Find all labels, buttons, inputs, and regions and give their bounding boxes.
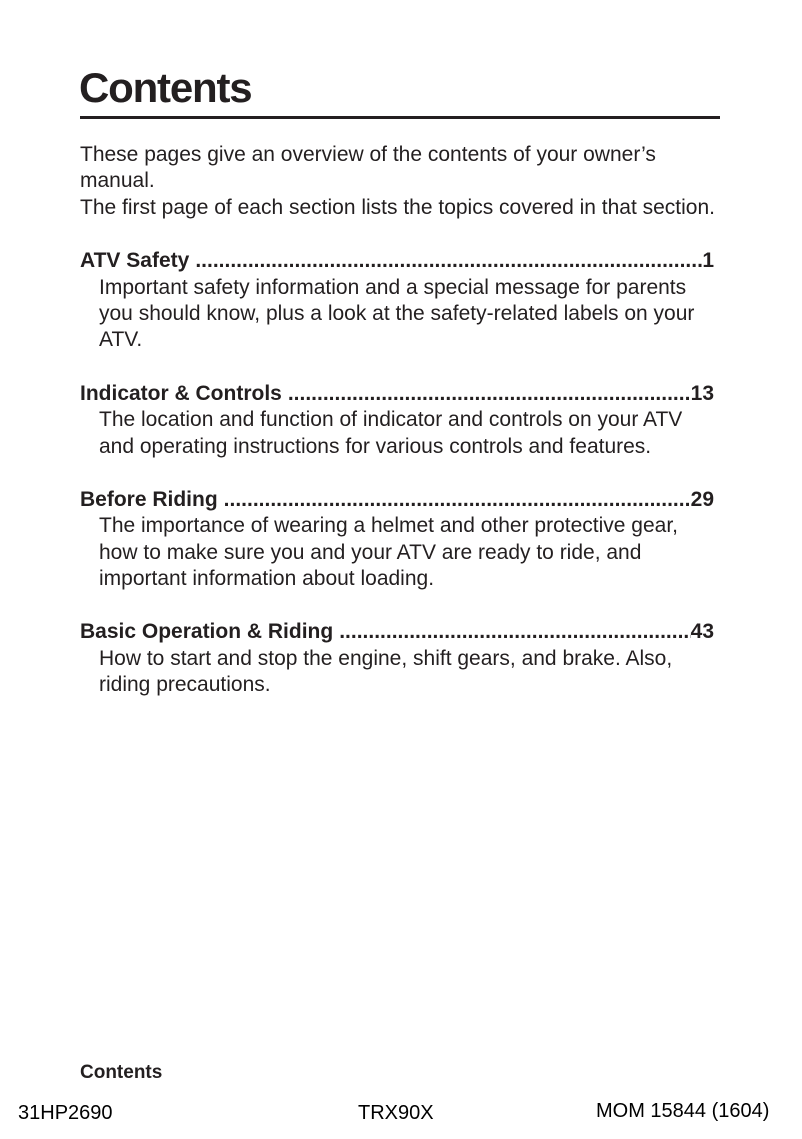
page-title: Contents	[79, 64, 252, 111]
toc-entry	[80, 487, 714, 513]
toc-entry-description	[80, 513, 720, 592]
toc-entry	[80, 619, 714, 645]
description-line: important information about loading.	[99, 567, 435, 591]
toc-entry-page-number: 43	[690, 620, 714, 644]
description-line: The importance of wearing a helmet and other protective gear,	[99, 514, 678, 538]
model-code: TRX90X	[358, 1102, 434, 1124]
toc-entry-title: ATV Safety	[80, 249, 190, 273]
toc-entry-description	[80, 275, 720, 354]
description-line: The location and function of indicator and controls on your ATV	[99, 408, 683, 432]
intro-line: manual.	[80, 169, 155, 193]
manual-code: MOM 15844 (1604)	[596, 1100, 770, 1122]
toc-entry-page-number: 1	[702, 249, 714, 273]
part-number: 31HP2690	[18, 1102, 113, 1124]
toc-entry-description	[80, 407, 720, 460]
toc-entry-title: Indicator & Controls	[80, 381, 282, 405]
toc-entry-title: Before Riding	[80, 487, 218, 511]
dot-leader	[339, 619, 690, 645]
description-line: ATV.	[99, 328, 143, 352]
description-line: Important safety information and a special message for parents	[99, 275, 687, 299]
intro-line: The first page of each section lists the topics covered in that section.	[80, 195, 716, 219]
toc-section-atv-safety	[80, 248, 720, 354]
toc-section-before-riding	[80, 487, 720, 593]
dot-leader	[195, 248, 702, 274]
toc-entry	[80, 248, 714, 274]
toc-entry	[80, 381, 714, 407]
intro-paragraph	[80, 142, 720, 221]
toc-entry-page-number: 13	[690, 381, 714, 405]
description-line: how to make sure you and your ATV are ready to ride, and	[99, 540, 642, 564]
description-line: you should know, plus a look at the safety-related labels on your	[99, 301, 695, 325]
running-footer-label: Contents	[80, 1062, 163, 1083]
toc-entry-description	[80, 646, 720, 699]
title-rule	[80, 116, 720, 119]
intro-line: These pages give an overview of the contents of your owner’s	[80, 143, 656, 166]
toc-section-basic-operation-riding	[80, 619, 720, 698]
description-line: and operating instructions for various controls and features.	[99, 434, 652, 458]
dot-leader	[224, 487, 691, 513]
contents-body	[80, 142, 720, 699]
toc-entry-title: Basic Operation & Riding	[80, 620, 334, 644]
dot-leader	[288, 381, 691, 407]
description-line: riding precautions.	[99, 673, 271, 697]
toc-entry-page-number: 29	[690, 487, 714, 511]
description-line: How to start and stop the engine, shift gears, and brake. Also,	[99, 646, 673, 670]
toc-section-indicator-controls	[80, 381, 720, 460]
